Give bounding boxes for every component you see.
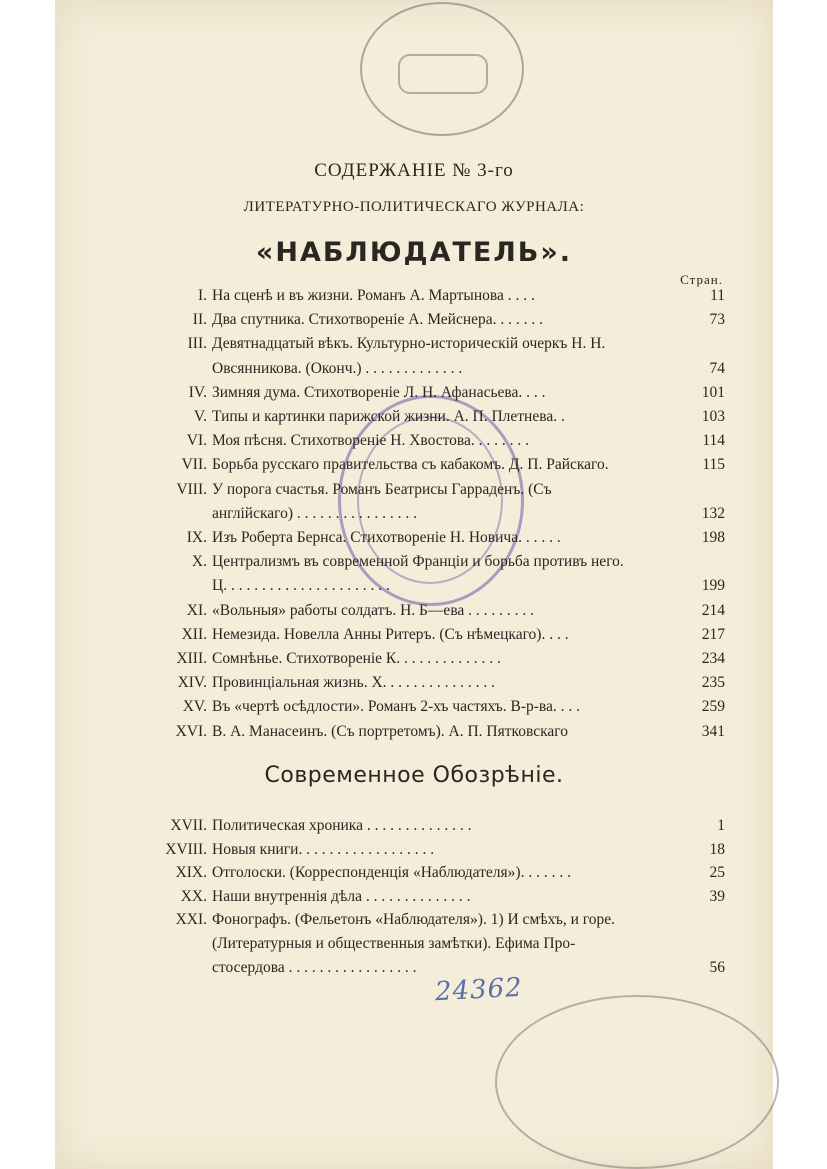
toc-entry [55,335,773,383]
handwritten-inventory-number: 24362 [434,972,524,1008]
toc-entry-text: Немезида. Новелла Анны Ритеръ. (Съ нѣмецкаго). . . . [212,625,569,643]
library-stamp-inner [398,54,488,94]
toc-entry-text: Фонографъ. (Фельетонъ «Наблюдателя»). 1) И смѣхъ, и горе. [212,911,615,929]
toc-entry-page: 132 [701,504,725,522]
toc-entry [55,432,773,456]
toc-entry-page: 217 [701,625,725,643]
toc-entry [55,723,773,747]
toc-entry-page: 73 [709,311,725,329]
toc-entry-number: XIX. [175,864,207,882]
toc-entry-number: VI. [186,432,207,450]
toc-entry [55,626,773,650]
toc-entry-text: Политическая хроника . . . . . . . . . . . . . . [212,817,472,834]
toc-entry-text: Типы и картинки парижской жизни. А. П. Плетнева. . [212,408,565,425]
section-title-review: Современное Обозрѣніе. [264,763,564,788]
toc-entry [55,456,773,480]
toc-entry-page: 56 [709,958,725,976]
toc-entry-text: Ц. . . . . . . . . . . . . . . . . . . . . . [212,577,390,595]
toc-entry [55,529,773,553]
toc-entry-text: Новыя книги. . . . . . . . . . . . . . . . . . [212,840,435,858]
toc-entry-text: англійскаго) . . . . . . . . . . . . . . . . [212,504,418,522]
toc-entry-number: II. [192,311,207,329]
toc-entry-page: 199 [701,577,725,595]
toc-entry [55,650,773,674]
toc-entry-text: У порога счастья. Романъ Беатрисы Гарраденъ. (Съ [212,480,552,498]
toc-entry-text: На сценѣ и въ жизни. Романъ А. Мартынова . . . . [212,287,535,304]
toc-entry [55,384,773,408]
toc-entry-text: Борьба русскаго правительства съ кабакомъ. Д. П. Райскаго. [212,456,609,474]
toc-entry-page: 39 [709,887,725,905]
toc-entry-page: 115 [702,456,725,474]
toc-entry-text: Централизмъ въ современной Франціи и борьба противъ него. [212,553,624,571]
toc-entry-text: Два спутника. Стихотвореніе А. Мейснера. . . . . . . [212,311,544,329]
toc-entry-page: 103 [701,408,725,425]
toc-entry-page: 101 [701,383,725,401]
toc-entry-text: «Вольныя» работы солдатъ. Н. Б—ева . . . . . . . . . [212,601,535,619]
toc-entry-text: Сомнѣнье. Стихотвореніе К. . . . . . . . . . . . . . [212,650,501,667]
toc-entry-text: (Литературныя и общественныя замѣтки). Ефима Про- [212,934,576,952]
toc-entry-text: Изъ Роберта Бернса. Стихотвореніе Н. Новича. . . . . . [212,529,561,546]
journal-subtitle: ЛИТЕРАТУРНО-ПОЛИТИЧЕСКАГО ЖУРНАЛА: [243,199,585,215]
toc-entry-text: Въ «чертѣ осѣдлости». Романъ 2-хъ частяхъ. В-р-ва. . . . [212,698,581,716]
toc-entry-page: 234 [701,650,725,667]
toc-entry-page: 114 [702,432,725,450]
toc-entry-number: III. [187,335,207,353]
toc-entry-number: I. [197,287,207,304]
toc-entry-text: Отголоски. (Корреспонденція «Наблюдателя»). . . . . . . [212,864,571,882]
toc-entry-page: 214 [701,601,725,619]
contents-heading: СОДЕРЖАНІЕ № 3-го [314,160,514,181]
toc-entry-number: XIII. [176,650,207,667]
toc-entry-page: 259 [701,698,725,716]
toc-entry [55,481,773,529]
pages-column-label: Стран. [680,272,723,287]
toc-entry-number: XIV. [177,674,207,692]
toc-entry-page: 198 [701,529,725,546]
toc-entry-text: Провинціальная жизнь. Х. . . . . . . . . . . . . . . [212,674,496,692]
toc-entry-number: XII. [181,625,207,643]
toc-entry-text: Девятнадцатый вѣкъ. Культурно-историческій очеркъ Н. Н. [212,335,606,353]
toc-entry [55,553,773,601]
toc-entry-text: Зимняя дума. Стихотвореніе Л. Н. Афанасьева. . . . [212,383,546,401]
toc-entry-page: 74 [709,359,725,377]
toc-entry-text: В. А. Манасеинъ. (Съ портретомъ). А. П. Пятковскаго [212,722,568,740]
toc-entry-number: XVIII. [165,840,207,858]
toc-entry [55,911,773,982]
toc-entry-number: XXI. [175,911,207,929]
toc-entry-text: Овсянникова. (Оконч.) . . . . . . . . . . . . . [212,359,463,377]
journal-title: «НАБЛЮДАТЕЛЬ». [255,237,573,268]
toc-entry-text: стосердова . . . . . . . . . . . . . . . . . [212,958,417,976]
toc-entry-page: 235 [701,674,725,692]
toc-entry-number: V. [193,408,207,425]
toc-entry [55,817,773,841]
library-stamp-bottom [495,995,779,1169]
toc-entry-number: XV. [182,698,207,716]
toc-entry-page: 1 [717,817,725,834]
toc-entry [55,602,773,626]
library-stamp-top [360,2,524,136]
toc-entry-number: XX. [180,887,207,905]
toc-entry [55,674,773,698]
toc-entry [55,698,773,722]
toc-entry [55,864,773,888]
toc-entry-page: 11 [710,287,725,304]
toc-entry-text: Моя пѣсня. Стихотвореніе Н. Хвостова. . . . . . . . [212,432,530,450]
toc-entry [55,888,773,912]
toc-entry-number: VIII. [176,480,207,498]
page [55,0,773,1169]
toc-entry-number: XVII. [170,817,207,834]
toc-entry [55,841,773,865]
toc-entry-number: XVI. [175,722,207,740]
toc-entry-page: 25 [709,864,725,882]
toc-entry [55,287,773,311]
toc-entry-number: VII. [181,456,207,474]
toc-entry-number: IX. [186,529,207,546]
toc-entry-number: IV. [188,383,207,401]
toc-entry-number: X. [191,553,207,571]
toc-entry [55,311,773,335]
toc-entry [55,408,773,432]
toc-entry-number: XI. [186,601,207,619]
toc-entry-text: Наши внутреннія дѣла . . . . . . . . . . . . . . [212,887,471,905]
toc-entry-page: 18 [709,840,725,858]
toc-entry-page: 341 [701,722,725,740]
